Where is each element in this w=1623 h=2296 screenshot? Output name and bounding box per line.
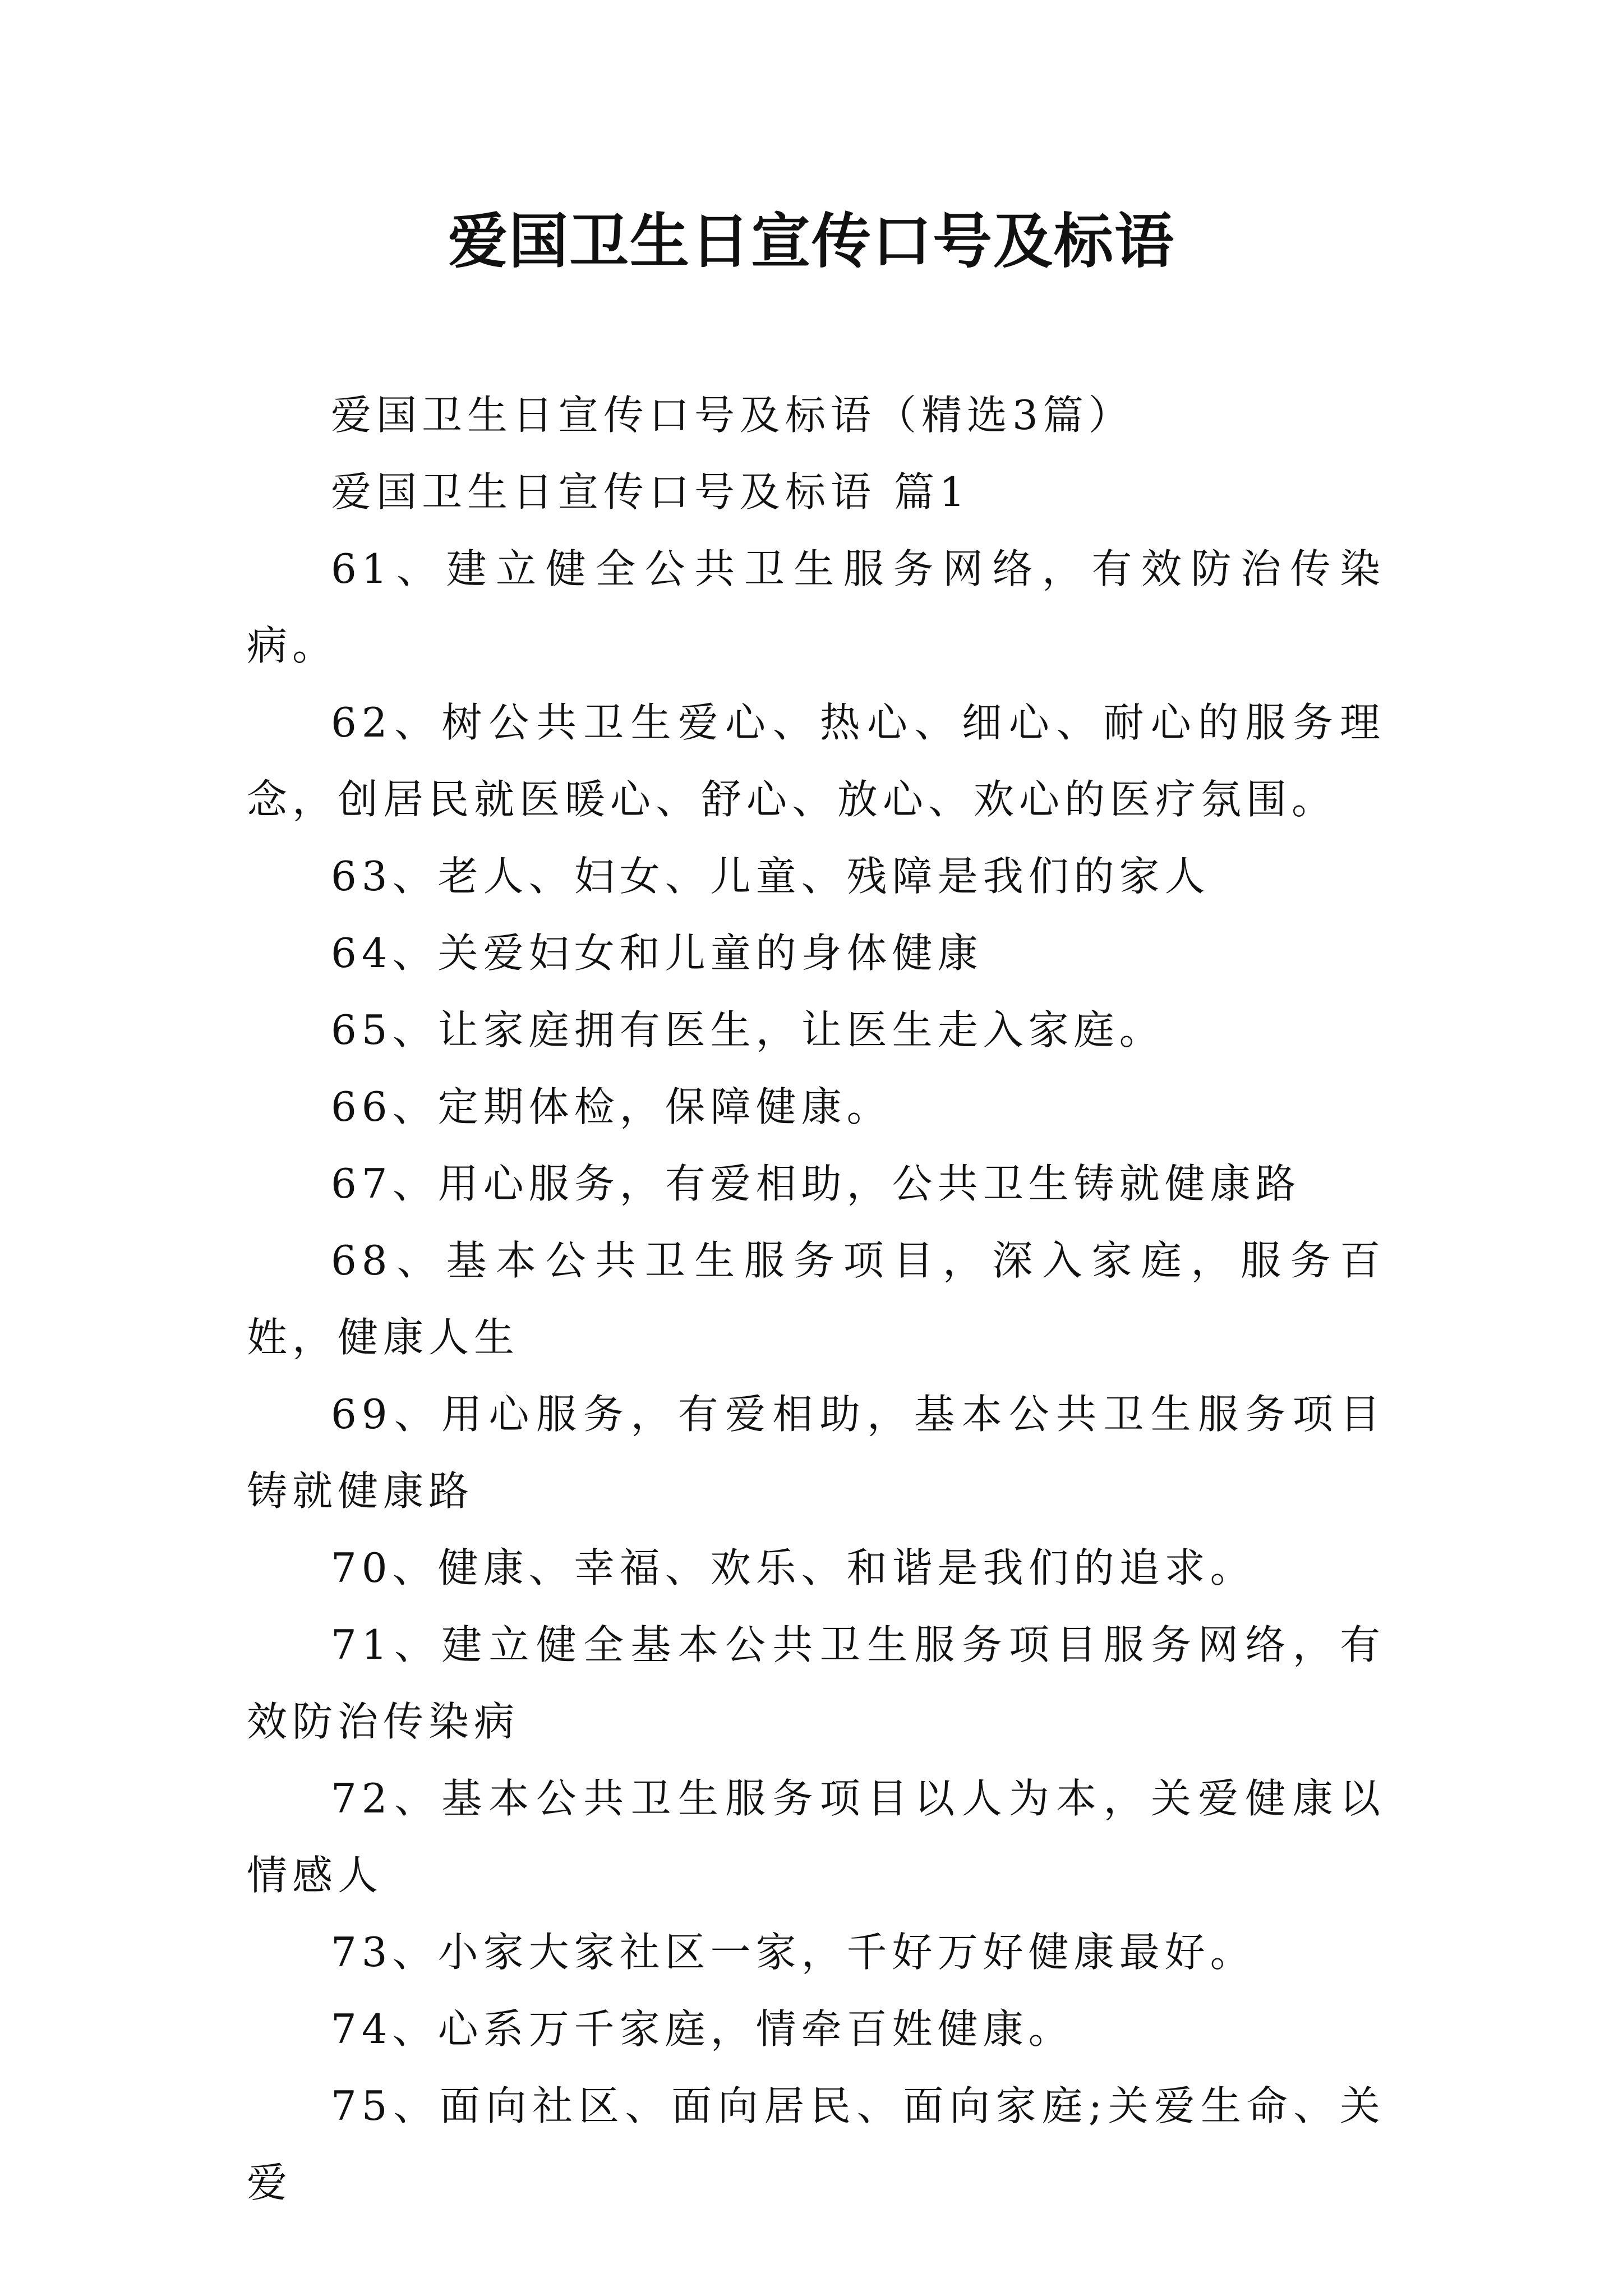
slogan-73: 73、小家大家社区一家，千好万好健康最好。 (331, 1929, 1256, 1976)
section-heading: 爱国卫生日宣传口号及标语 篇1 (331, 468, 970, 516)
slogan-64: 64、关爱妇女和儿童的身体健康 (331, 930, 983, 977)
slogan-67: 67、用心服务，有爱相助，公共卫生铸就健康路 (331, 1160, 1301, 1207)
slogan-75: 75、面向社区、面向居民、面向家庭;关爱生命、关爱 (247, 2082, 1385, 2206)
slogan-66: 66、定期体检，保障健康。 (331, 1083, 892, 1130)
slogan-69: 69、用心服务，有爱相助，基本公共卫生服务项目铸就健康路 (247, 1391, 1385, 1515)
slogan-68: 68、基本公共卫生服务项目，深入家庭，服务百姓，健康人生 (247, 1237, 1385, 1361)
slogan-71: 71、建立健全基本公共卫生服务项目服务网络，有效防治传染病 (247, 1621, 1385, 1745)
document-body (247, 377, 1385, 2221)
document-title: 爱国卫生日宣传口号及标语 (448, 206, 1175, 276)
slogan-70: 70、健康、幸福、欢乐、和谐是我们的追求。 (331, 1544, 1256, 1591)
slogan-63: 63、老人、妇女、儿童、残障是我们的家人 (331, 853, 1210, 900)
slogan-61: 61、建立健全公共卫生服务网络，有效防治传染病。 (247, 545, 1385, 669)
slogan-72: 72、基本公共卫生服务项目以人为本，关爱健康以情感人 (247, 1775, 1385, 1899)
slogan-74: 74、心系万千家庭，情牵百姓健康。 (331, 2005, 1074, 2053)
slogan-62: 62、树公共卫生爱心、热心、细心、耐心的服务理念，创居民就医暖心、舒心、放心、欢心的医疗氛围。 (247, 699, 1385, 823)
subtitle-paragraph: 爱国卫生日宣传口号及标语（精选3篇） (331, 392, 1134, 439)
slogan-65: 65、让家庭拥有医生，让医生走入家庭。 (331, 1006, 1165, 1053)
